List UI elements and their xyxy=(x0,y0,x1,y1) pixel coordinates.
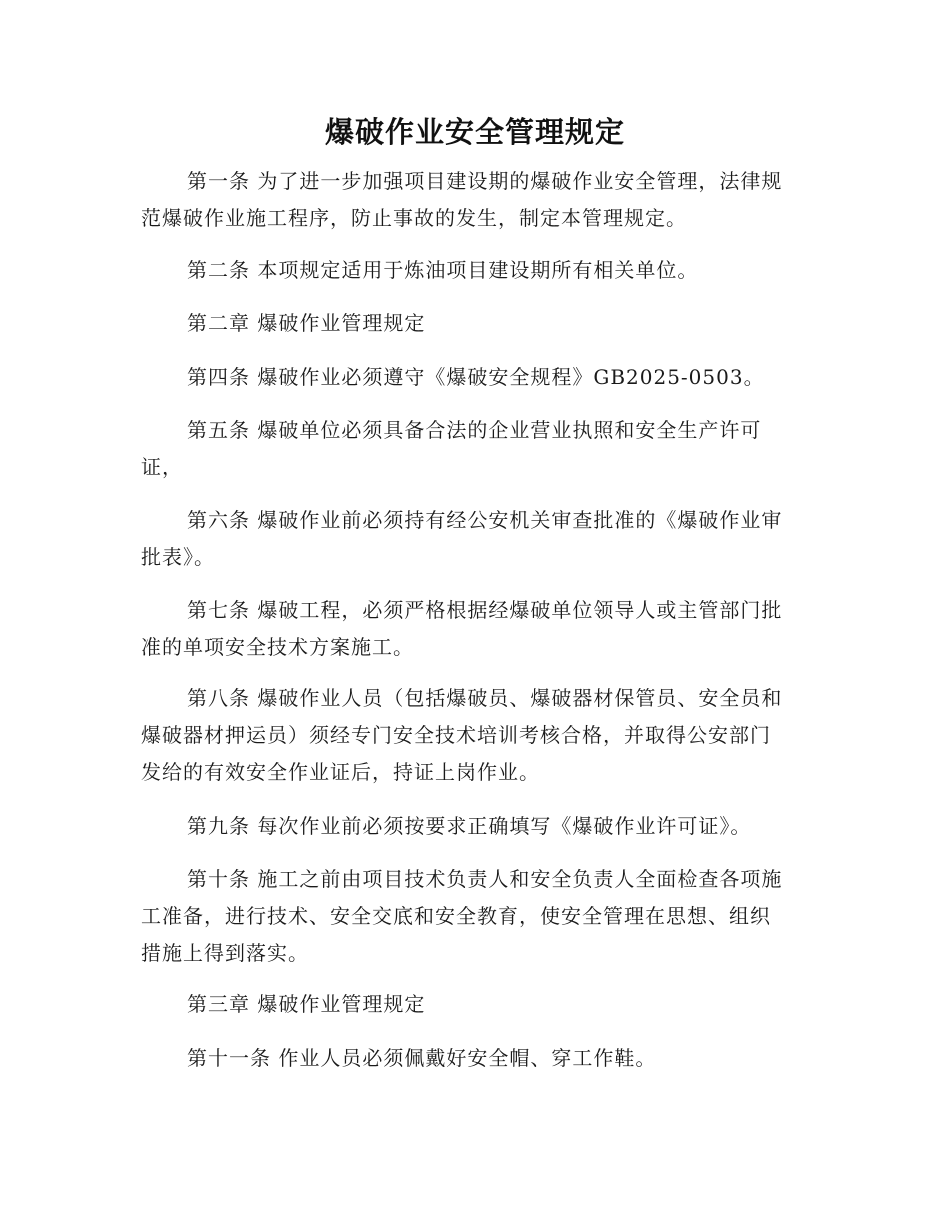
text-line: 第五条 爆破单位必须具备合法的企业营业执照和安全生产许可 xyxy=(187,418,762,442)
text-line: 证， xyxy=(141,455,183,479)
paragraph-chapter-3 xyxy=(141,986,811,1023)
text-line: 批表》。 xyxy=(141,545,215,569)
text-line: 第十条 施工之前由项目技术负责人和安全负责人全面检查各项施 xyxy=(187,867,783,891)
text-line: 范爆破作业施工程序，防止事故的发生，制定本管理规定。 xyxy=(141,206,687,230)
paragraph-article-1 xyxy=(141,163,811,237)
text-line: 第二条 本项规定适用于炼油项目建设期所有相关单位。 xyxy=(187,258,699,282)
text-line: 爆破器材押运员）须经专门安全技术培训考核合格，并取得公安部门 xyxy=(141,723,771,747)
text-line: 措施上得到落实。 xyxy=(141,941,309,965)
text-line: 工准备，进行技术、安全交底和安全教育，使安全管理在思想、组织 xyxy=(141,904,771,928)
text-line: 第四条 爆破作业必须遵守《爆破安全规程》GB2025-0503。 xyxy=(187,365,765,389)
text-line: 第一条 为了进一步加强项目建设期的爆破作业安全管理，法律规 xyxy=(187,169,783,193)
paragraph-chapter-2 xyxy=(141,305,811,342)
paragraph-article-6 xyxy=(141,502,811,576)
text-line: 第三章 爆破作业管理规定 xyxy=(187,992,426,1016)
paragraph-article-2 xyxy=(141,252,811,289)
text-line: 第八条 爆破作业人员（包括爆破员、爆破器材保管员、安全员和 xyxy=(187,686,783,710)
text-line: 准的单项安全技术方案施工。 xyxy=(141,635,414,659)
text-line: 第六条 爆破作业前必须持有经公安机关审查批准的《爆破作业审 xyxy=(187,508,783,532)
text-line: 第七条 爆破工程，必须严格根据经爆破单位领导人或主管部门批 xyxy=(187,598,783,622)
paragraph-article-10 xyxy=(141,861,811,972)
text-line: 第十一条 作业人员必须佩戴好安全帽、穿工作鞋。 xyxy=(187,1046,657,1070)
text-line: 第九条 每次作业前必须按要求正确填写《爆破作业许可证》。 xyxy=(187,814,752,838)
paragraph-article-7 xyxy=(141,592,811,666)
paragraph-article-5 xyxy=(141,412,811,486)
text-line: 发给的有效安全作业证后，持证上岗作业。 xyxy=(141,760,540,784)
paragraph-article-8 xyxy=(141,680,811,791)
paragraph-article-9 xyxy=(141,808,811,845)
paragraph-article-11 xyxy=(141,1040,811,1077)
paragraph-article-4 xyxy=(141,359,811,396)
text-line: 第二章 爆破作业管理规定 xyxy=(187,311,426,335)
document-title: 爆破作业安全管理规定 xyxy=(324,115,625,149)
